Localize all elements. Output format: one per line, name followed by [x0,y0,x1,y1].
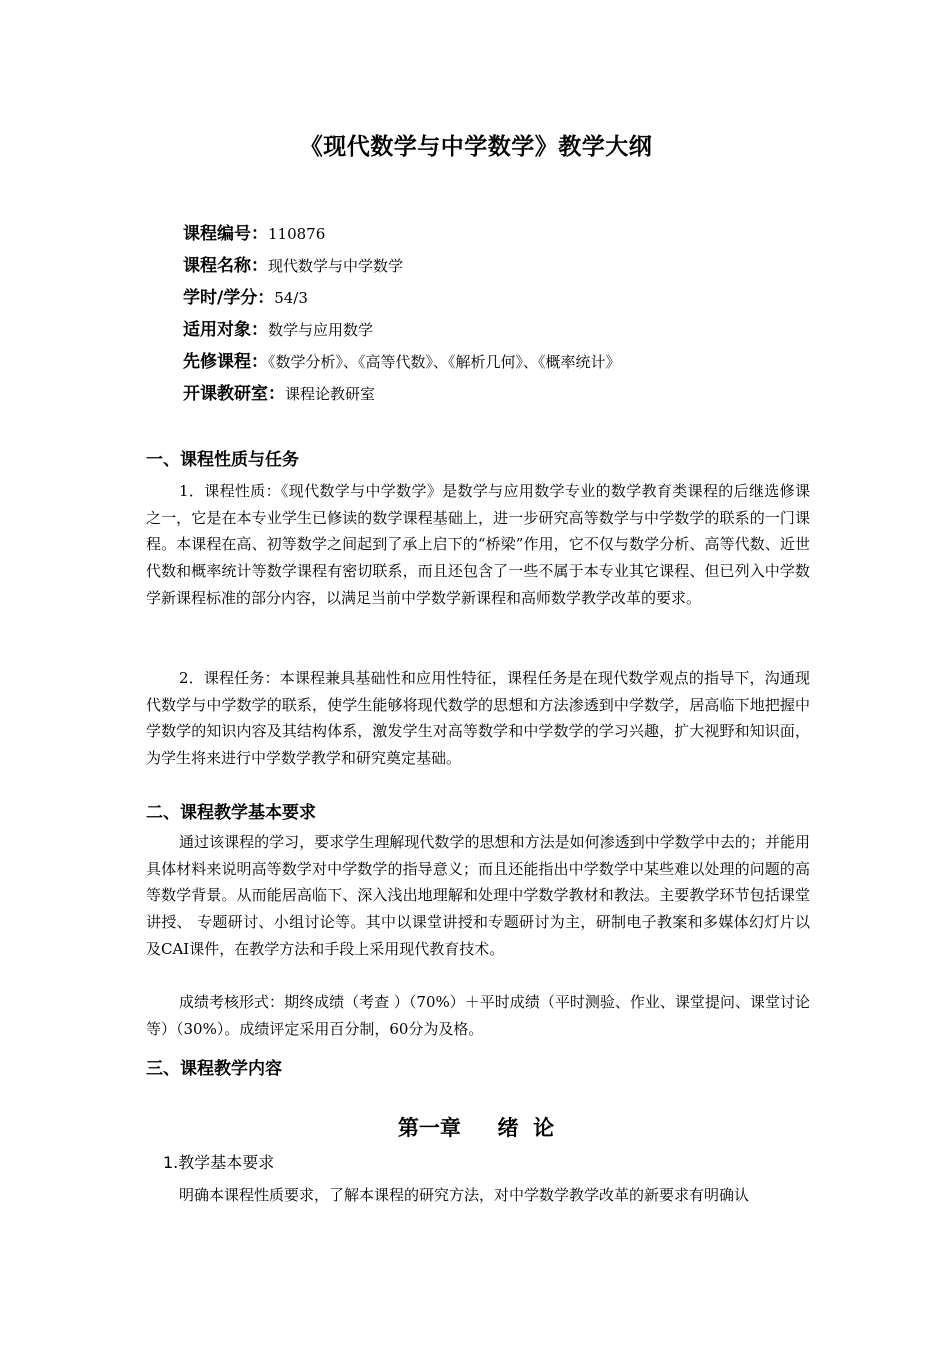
chapter-title: 第一章 绪 论 [397,1116,555,1140]
prerequisites-label: 先修课程： [183,352,268,372]
document-title: 《现代数学与中学数学》教学大纲 [299,134,653,160]
hours-credits-value: 54/3 [274,289,308,307]
course-name-row [183,253,621,285]
course-code-label: 课程编号： [183,224,268,244]
prerequisites-value: 《数学分析》、《高等代数》、《解析几何》、《概率统计》 [268,353,621,371]
audience-label: 适用对象： [183,320,268,340]
chapter-paragraph: 明确本课程性质要求，了解本课程的研究方法，对中学数学教学改革的新要求有明确认 [179,1186,750,1204]
section-2-paragraph-1: 通过该课程的学习，要求学生理解现代数学的思想和方法是如何渗透到中学数学中去的；并能用具体材料来说明高等数学对中学数学的指导意义；而且还能指出中学数学中某些难以处理的问题的高等数学背景。从而能居高临下、深入浅出地理解和处理中学数学教材和教法。主要教学环节包括课堂讲授、 专题研讨、小组讨论等。其中以课堂讲授和专题研讨为主，研制电子教案和多媒体幻灯片以及CAI课件，在教学方法和手段上采用现代教育技术。 [146,833,810,958]
hours-credits-row [183,285,621,317]
department-label: 开课教研室： [183,384,285,404]
section-2-paragraph-2: 成绩考核形式：期终成绩（考查 ）（70%）＋平时成绩（平时测验、作业、课堂提问、课堂讨论等）（30%）。成绩评定采用百分制，60分为及格。 [146,993,810,1038]
department-row [183,381,621,413]
section-1-paragraph-2: 2．课程任务：本课程兼具基础性和应用性特征，课程任务是在现代数学观点的指导下，沟通现代数学与中学数学的联系，使学生能够将现代数学的思想和方法渗透到中学数学，居高临下地把握中学数学的知识内容及其结构体系，激发学生对高等数学和中学数学的学习兴趣，扩大视野和知识面，为学生将来进行中学数学教学和研究奠定基础。 [146,669,810,768]
section-1-heading: 一、课程性质与任务 [146,450,299,470]
audience-row [183,317,621,349]
department-value: 课程论教研室 [285,385,376,403]
chapter-subheading: 1.教学基本要求 [163,1153,275,1172]
course-code-row [183,221,621,253]
hours-credits-label: 学时/学分： [183,288,275,308]
course-info [183,221,621,413]
section-1-paragraph-1: 1．课程性质：《现代数学与中学数学》是数学与应用数学专业的数学教育类课程的后继选修课之一，它是在本专业学生已修读的数学课程基础上，进一步研究高等数学与中学数学的联系的一门课程。本课程在高、初等数学之间起到了承上启下的“桥梁”作用，它不仅与数学分析、高等代数、近世代数和概率统计等数学课程有密切联系，而且还包含了一些不属于本专业其它课程、但已列入中学数学新课程标准的部分内容，以满足当前中学数学新课程和高师数学教学改革的要求。 [146,482,810,607]
course-name-value: 现代数学与中学数学 [268,257,404,275]
course-name-label: 课程名称： [183,256,268,276]
audience-value: 数学与应用数学 [268,321,374,339]
prerequisites-row [183,349,621,381]
course-code-value: 110876 [268,225,326,243]
section-2-heading: 二、课程教学基本要求 [146,803,316,823]
section-3-heading: 三、课程教学内容 [146,1059,282,1079]
